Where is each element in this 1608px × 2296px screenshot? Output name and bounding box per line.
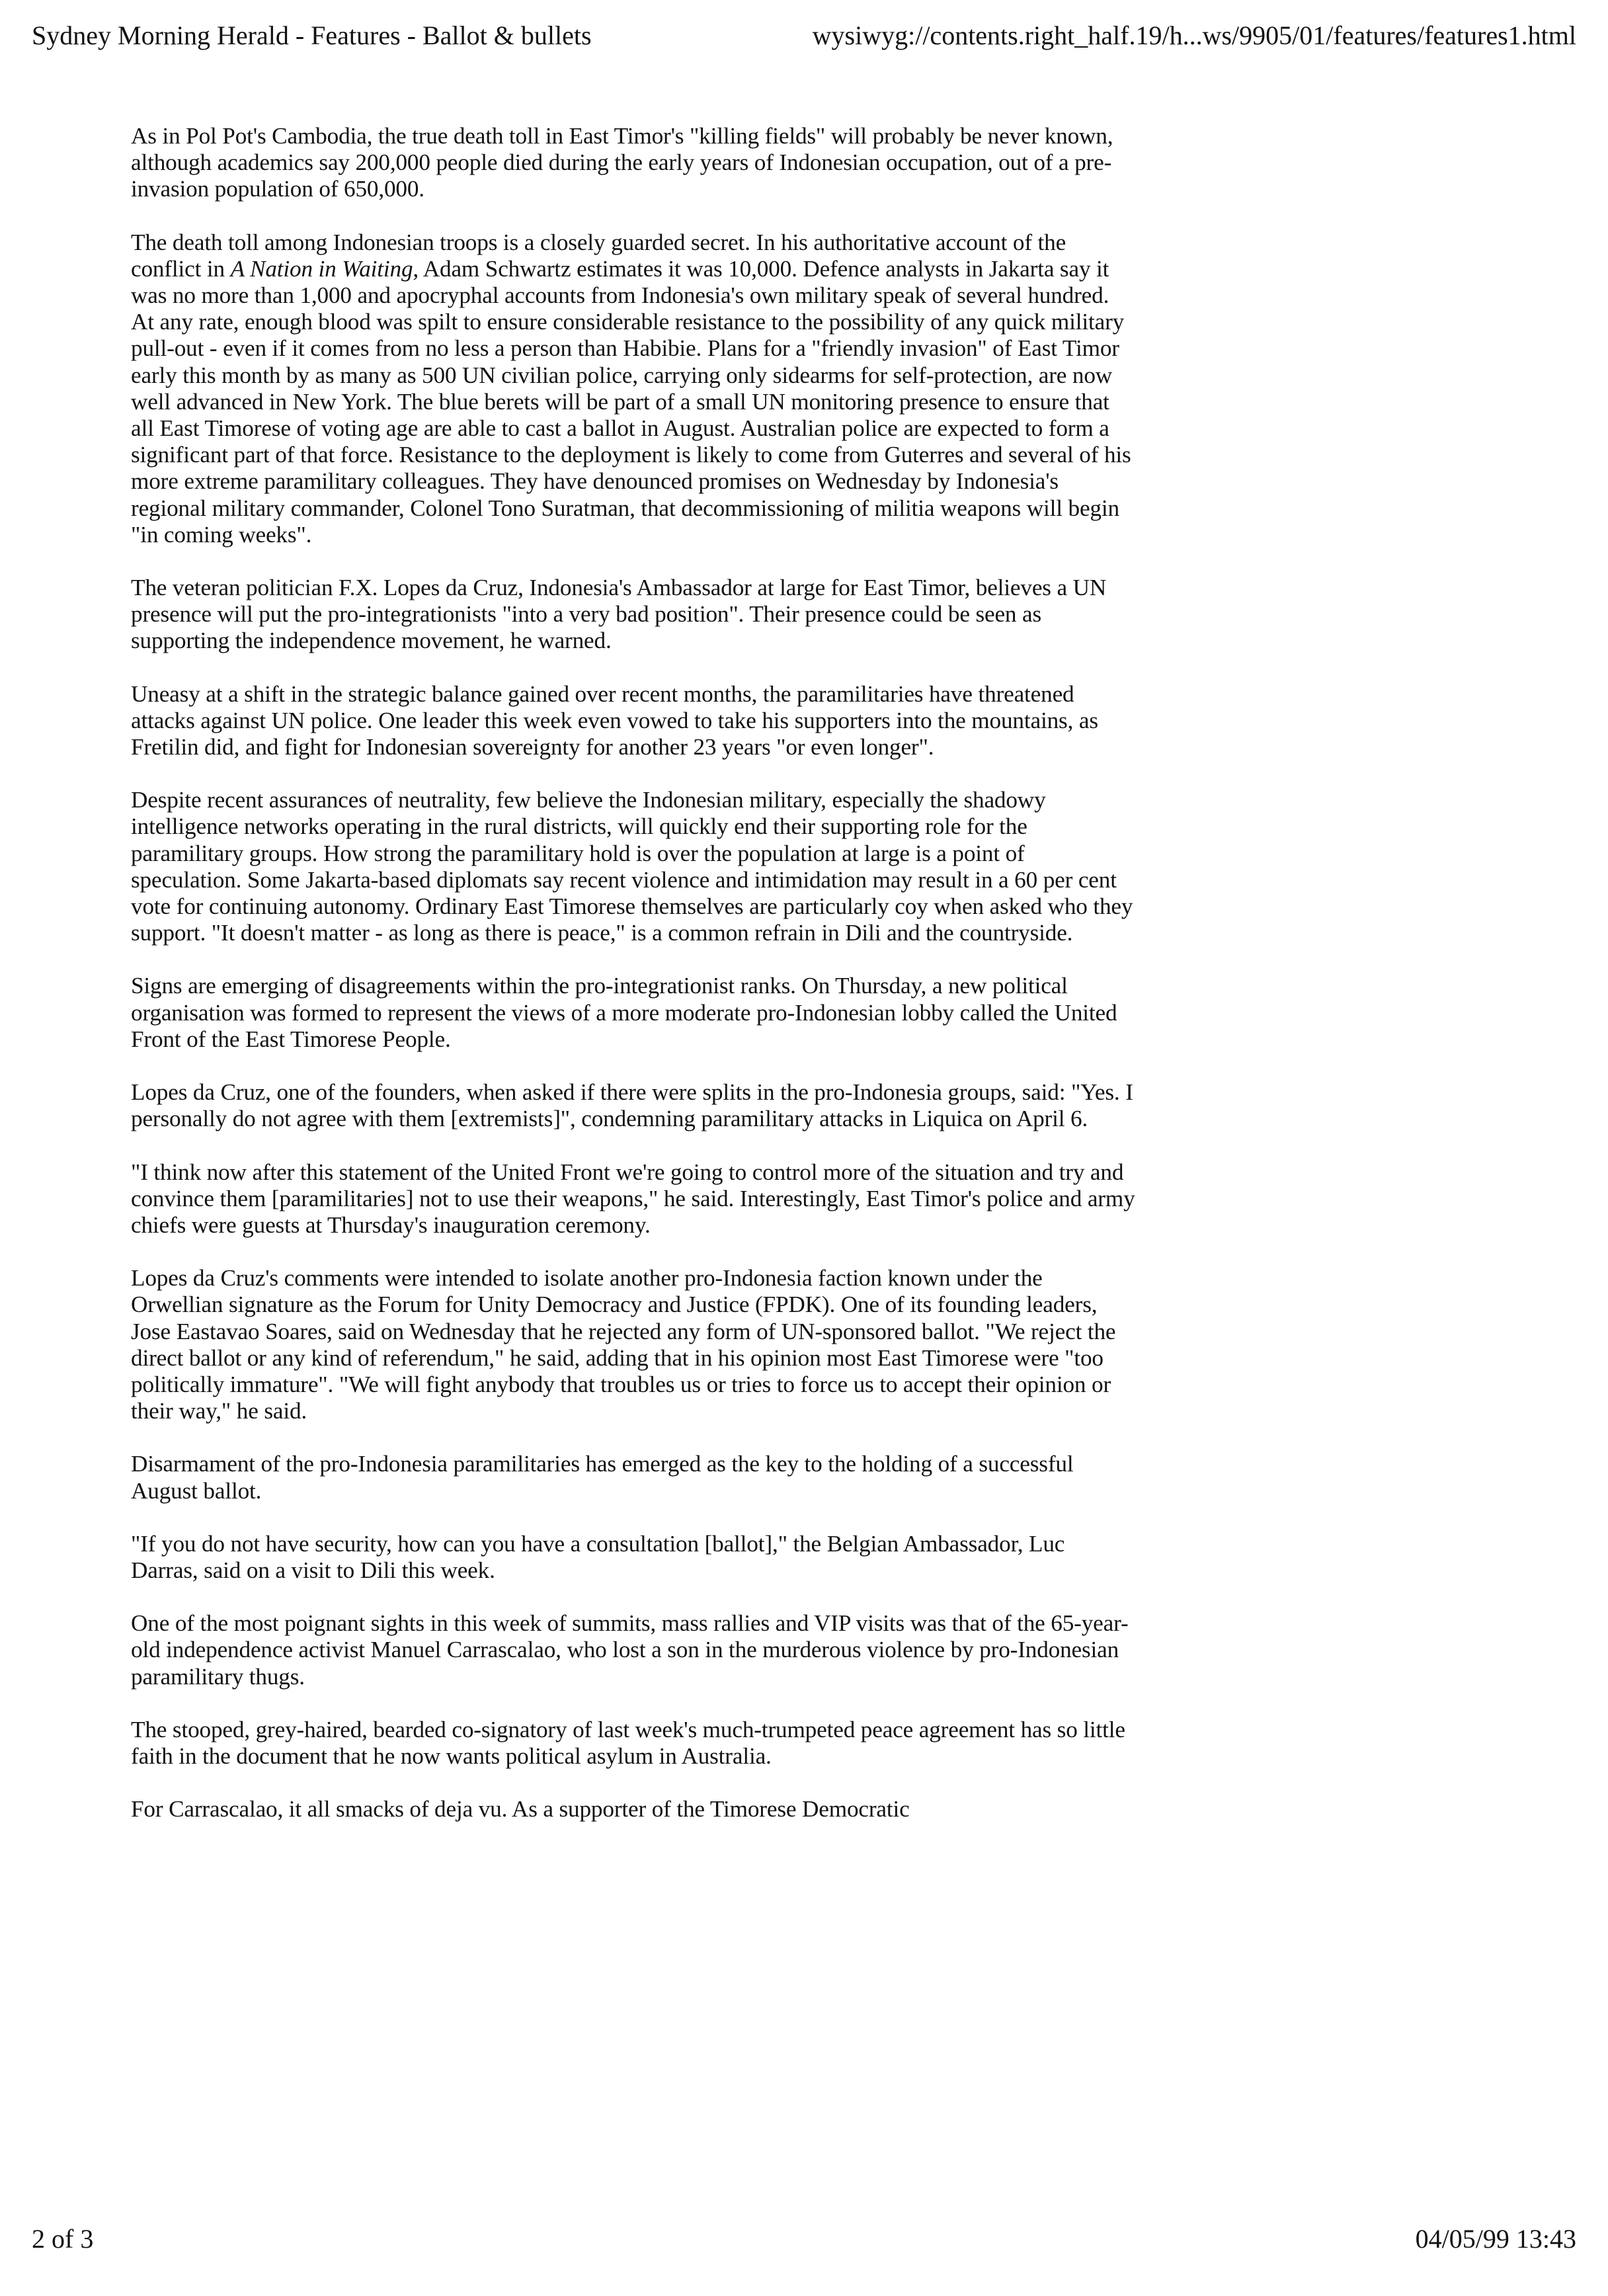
paragraph: Signs are emerging of disagreements within the pro-integrationist ranks. On Thursday, a new political organisation was formed to represent the views of a more moderate pro-Indonesian lobby called the United Front of the East Timorese People.: [131, 973, 1117, 1052]
paragraph: As in Pol Pot's Cambodia, the true death toll in East Timor's "killing fields" will probably be never known, although academics say 200,000 people died during the early years of Indonesian occupation, out of a pre-invasion population of 650,000.: [131, 123, 1113, 202]
page-number: 2 of 3: [32, 2224, 94, 2254]
paragraph: Disarmament of the pro-Indonesia paramilitaries has emerged as the key to the holding of a successful August ballot.: [131, 1451, 1074, 1504]
page-header-title: Sydney Morning Herald - Features - Ballot & bullets: [32, 20, 592, 50]
paragraph: "If you do not have security, how can you have a consultation [ballot]," the Belgian Ambassador, Luc Darras, said on a visit to Dili this week.: [131, 1530, 1065, 1583]
paragraph: "I think now after this statement of the United Front we're going to control more of the situation and try and convince them [paramilitaries] not to use their weapons," he said. Interestingly, East Timor's police and army chiefs were guests at Thursday's inauguration ceremony.: [131, 1159, 1135, 1238]
paragraph: The stooped, grey-haired, bearded co-signatory of last week's much-trumpeted peace agreement has so little faith in the document that he now wants political asylum in Australia.: [131, 1716, 1125, 1769]
page-header-url: wysiwyg://contents.right_half.19/h...ws/9905/01/features/features1.html: [812, 20, 1576, 50]
paragraph: One of the most poignant sights in this week of summits, mass rallies and VIP visits was that of the 65-year-old independence activist Manuel Carrascalao, who lost a son in the murderous violence by pro-Indonesian paramilitary thugs.: [131, 1610, 1129, 1690]
paragraph: Uneasy at a shift in the strategic balance gained over recent months, the paramilitaries have threatened attacks against UN police. One leader this week even vowed to take his supporters into the mountains, as Fretilin did, and fight for Indonesian sovereignty for another 23 years "or even longer".: [131, 680, 1098, 760]
paragraph: Despite recent assurances of neutrality, few believe the Indonesian military, especially the shadowy intelligence networks operating in the rural districts, will quickly end their supporting role for the paramilitary groups. How strong the paramilitary hold is over the population at large is a point of speculation. Some Jakarta-based diplomats say recent violence and intimidation may result in a 60 per cent vote for continuing autonomy. Ordinary East Timorese themselves are particularly coy when asked who they support. "It doesn't matter - as long as there is peace," is a common refrain in Dili and the countryside.: [131, 787, 1133, 946]
paragraph: Lopes da Cruz's comments were intended to isolate another pro-Indonesia faction known under the Orwellian signature as the Forum for Unity Democracy and Justice (FPDK). One of its founding leaders, Jose Eastavao Soares, said on Wednesday that he rejected any form of UN-sponsored ballot. "We reject the direct ballot or any kind of referendum," he said, adding that in his opinion most East Timorese were "too politically immature". "We will fight anybody that troubles us or tries to force us to accept their opinion or their way," he said.: [131, 1265, 1116, 1424]
paragraph: The veteran politician F.X. Lopes da Cruz, Indonesia's Ambassador at large for East Timor, believes a UN presence will put the pro-integrationists "into a very bad position". Their presence could be seen as supporting the independence movement, he warned.: [131, 575, 1107, 654]
article-body: [131, 123, 1136, 1849]
print-datetime: 04/05/99 13:43: [1415, 2224, 1576, 2254]
paragraph: Lopes da Cruz, one of the founders, when asked if there were splits in the pro-Indonesia groups, said: "Yes. I personally do not agree with them [extremists]", condemning paramilitary attacks in Liquica on April 6.: [131, 1079, 1133, 1132]
paragraph: For Carrascalao, it all smacks of deja vu. As a supporter of the Timorese Democratic: [131, 1796, 910, 1823]
book-title: A Nation in Waiting: [230, 255, 413, 282]
paragraph: The death toll among Indonesian troops is a closely guarded secret. In his authoritative account of the conflict in A Nation in Waiting, Adam Schwartz estimates it was 10,000. Defence analysts in Jakarta say it was no more than 1,000 and apocryphal accounts from Indonesia's own military speak of several hundred. At any rate, enough blood was spilt to ensure considerable resistance to the possibility of any quick military pull-out - even if it comes from no less a person than Habibie. Plans for a "friendly invasion" of East Timor early this month by as many as 500 UN civilian police, carrying only sidearms for self-protection, are now well advanced in New York. The blue berets will be part of a small UN monitoring presence to ensure that all East Timorese of voting age are able to cast a ballot in August. Australian police are expected to form a significant part of that force. Resistance to the deployment is likely to come from Guterres and several of his more extreme paramilitary colleagues. They have denounced promises on Wednesday by Indonesia's regional military commander, Colonel Tono Suratman, that decommissioning of militia weapons will begin "in coming weeks".: [131, 229, 1131, 548]
